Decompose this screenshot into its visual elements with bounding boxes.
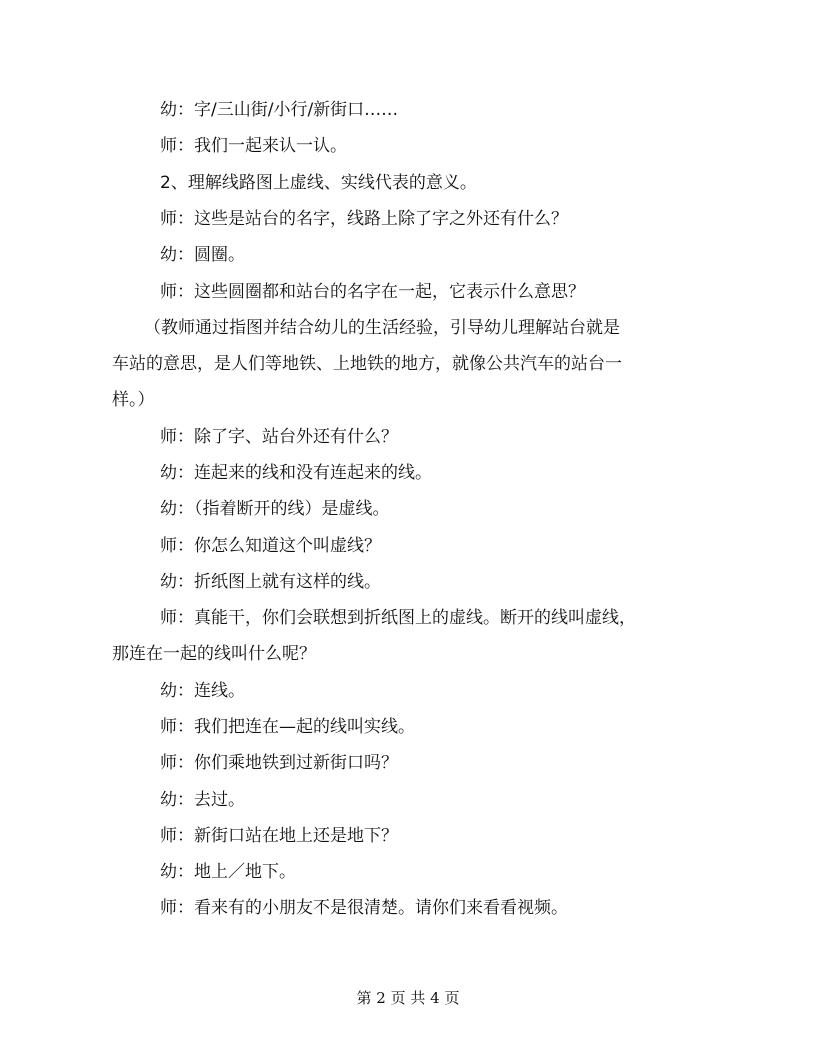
dialogue-line: 师：除了字、站台外还有什么？ xyxy=(160,427,398,447)
dialogue-line: 师：这些圆圈都和站台的名字在一起，它表示什么意思？ xyxy=(160,282,585,302)
dialogue-line: 师：这些是站台的名字，线路上除了字之外还有什么？ xyxy=(160,209,568,229)
dialogue-line: 师：看来有的小朋友不是很清楚。请你们来看看视频。 xyxy=(160,898,568,918)
dialogue-line: 师：我们一起来认一认。 xyxy=(160,136,347,156)
dialogue-line: 幼：连起来的线和没有连起来的线。 xyxy=(160,463,432,483)
dialogue-line: 师：新街口站在地上还是地下？ xyxy=(160,826,398,846)
dialogue-line: 幼：（指着断开的线）是虚线。 xyxy=(160,499,390,519)
dialogue-line: 幼：圆圈。 xyxy=(160,245,245,265)
dialogue-line: 幼：连线。 xyxy=(160,681,245,701)
dialogue-line: 幼：地上／地下。 xyxy=(160,862,296,882)
dialogue-line: 师：我们把连在—起的线叫实线。 xyxy=(160,717,415,737)
narration-line: （教师通过指图并结合幼儿的生活经验，引导幼儿理解站台就是 xyxy=(144,318,620,338)
dialogue-line: 那连在一起的线叫什么呢？ xyxy=(112,644,316,664)
dialogue-line: 幼：字/三山街/小行/新街口…… xyxy=(160,100,399,120)
narration-line: 车站的意思，是人们等地铁、上地铁的地方，就像公共汽车的站台一 xyxy=(112,354,622,374)
dialogue-line: 师：你怎么知道这个叫虚线？ xyxy=(160,536,381,556)
narration-line: 样。） xyxy=(112,390,155,410)
page-footer: 第 2 页 共 4 页 xyxy=(356,989,460,1007)
dialogue-line: 幼：折纸图上就有这样的线。 xyxy=(160,572,381,592)
dialogue-line: 师：你们乘地铁到过新街口吗？ xyxy=(160,753,398,773)
dialogue-line: 师：真能干，你们会联想到折纸图上的虚线。断开的线叫虚线， xyxy=(160,608,636,628)
dialogue-line: 幼：去过。 xyxy=(160,790,245,810)
section-heading: 2、理解线路图上虚线、实线代表的意义。 xyxy=(160,173,477,193)
